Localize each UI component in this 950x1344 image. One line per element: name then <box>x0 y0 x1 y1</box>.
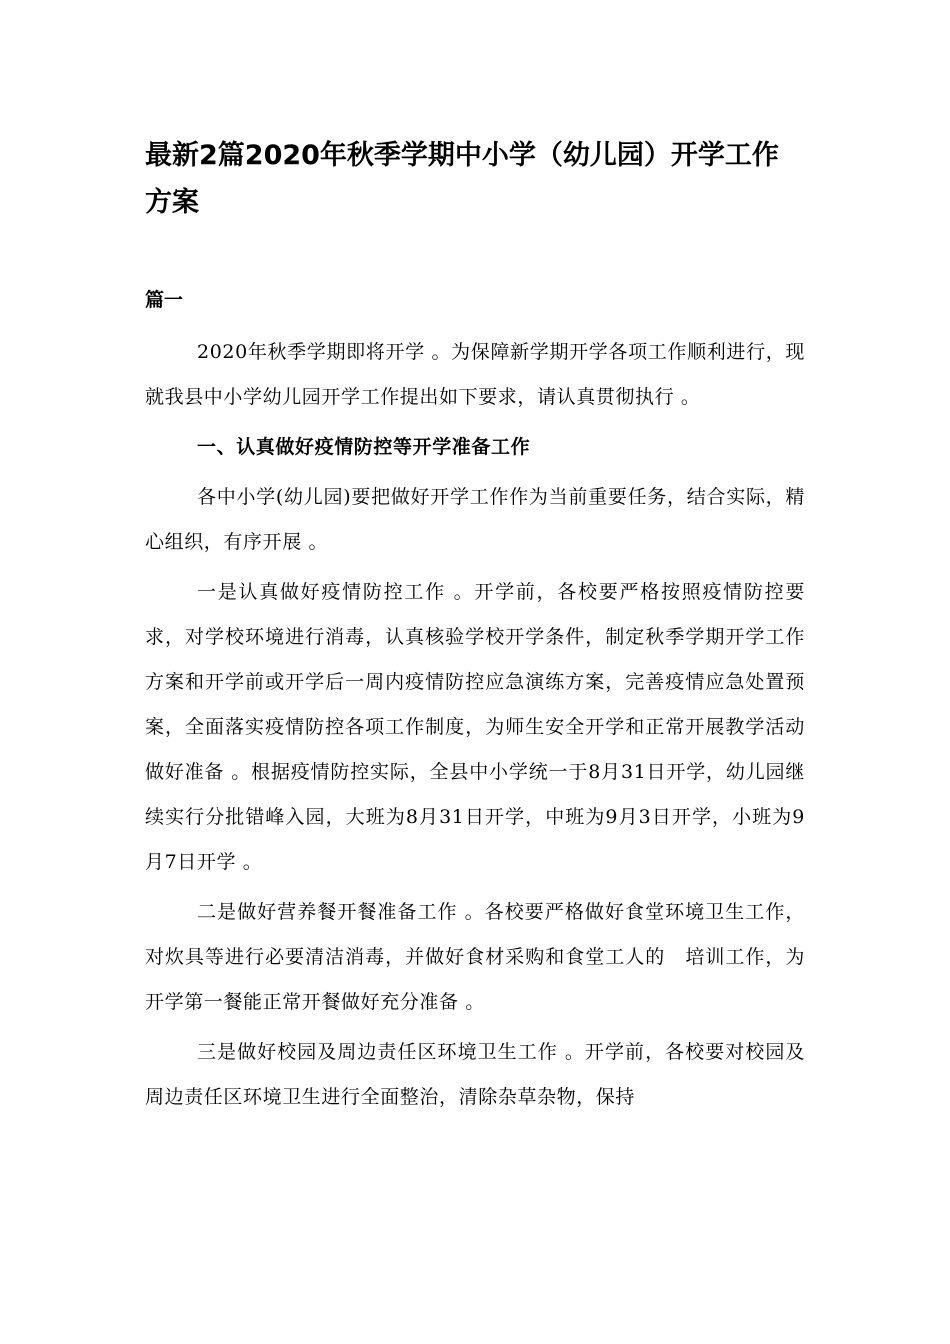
document-title: 最新2篇2020年秋季学期中小学（幼儿园）开学工作方案 <box>145 140 779 218</box>
paragraph-intro: 2020年秋季学期即将开学 。为保障新学期开学各项工作顺利进行，现就我县中小学幼儿园开学工作提出如下要求，请认真贯彻执行 。 <box>145 341 805 408</box>
section-heading-1: 一、认真做好疫情防控等开学准备工作 <box>197 436 531 458</box>
paragraph-campus-hygiene: 三是做好校园及周边责任区环境卫生工作 。开学前，各校要对校园及周边责任区环境卫生进行全面整治，清除杂草杂物，保持 <box>145 1041 805 1108</box>
paragraph-nutrition-meals: 二是做好营养餐开餐准备工作 。各校要严格做好食堂环境卫生工作，对炊具等进行必要清洁消毒，并做好食材采购和食堂工人的 培训工作，为开学第一餐能正常开餐做好充分准备 。 <box>145 901 805 1013</box>
paragraph-overview: 各中小学(幼儿园)要把做好开学工作作为当前重要任务，结合实际，精心组织，有序开展 。 <box>145 486 805 553</box>
section-label: 篇一 <box>145 289 184 311</box>
paragraph-epidemic-control: 一是认真做好疫情防控工作 。开学前，各校要严格按照疫情防控要求，对学校环境进行消毒，认真核验学校开学条件，制定秋季学期开学工作方案和开学前或开学后一周内疫情防控应急演练方案，完善疫情应急处置预案，全面落实疫情防控各项工作制度，为师生安全开学和正常开展教学活动做好准备 。根据疫情防控实际，全县中小学统一于8月31日开学，幼儿园继续实行分批错峰入园，大班为8月31日开学，中班为9月3日开学，小班为9月7日开学 。 <box>145 581 805 873</box>
document-body <box>145 330 805 1125</box>
